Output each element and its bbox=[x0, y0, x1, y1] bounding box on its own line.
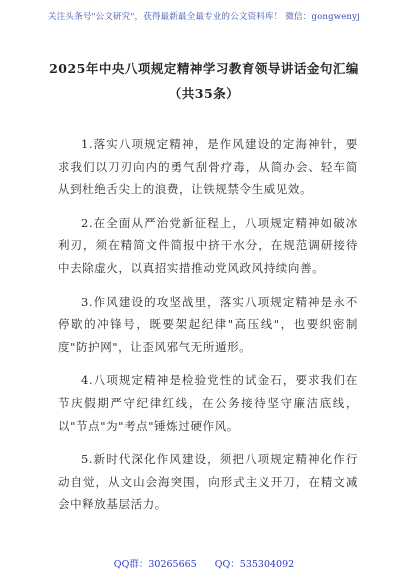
paragraph-3: 3.作风建设的攻坚战里，落实八项规定精神是永不停歇的冲锋号，既要架起纪律"高压线"，也要织密制度"防护网"，让歪风邪气无所遁形。 bbox=[58, 294, 358, 354]
document-body bbox=[58, 133, 358, 527]
paragraph-5: 5.新时代深化作风建设，须把八项规定精神化作行动自觉，从文山会海突围，向形式主义开刀，在精文减会中释放基层活力。 bbox=[58, 452, 358, 512]
header-banner: 关注头条号"公文研究"，获得最新最全最专业的公文资料库！ 微信：gongwenyj bbox=[48, 12, 360, 22]
paragraph-4: 4.八项规定精神是检验党性的试金石，要求我们在节庆假期严守纪律红线，在公务接待坚守廉洁底线，以"节点"为"考点"锤炼过硬作风。 bbox=[58, 373, 358, 433]
footer-contact bbox=[0, 556, 408, 570]
document-title: 2025年中央八项规定精神学习教育领导讲话金句汇编（共35条） bbox=[49, 61, 359, 101]
paragraph-2: 2.在全面从严治党新征程上，八项规定精神如破冰利刃，须在精简文件简报中挤干水分，在规范调研接待中去除虚火，以真招实措推动党风政风持续向善。 bbox=[58, 215, 358, 275]
paragraph-1: 1.落实八项规定精神，是作风建设的定海神针，要求我们以刀刃向内的勇气刮骨疗毒，从简办会、轻车简从到杜绝舌尖上的浪费，让铁规禁令生威见效。 bbox=[58, 137, 358, 197]
qq-group-number: QQ群：30265665 bbox=[113, 559, 197, 570]
qq-number: QQ：535304092 bbox=[214, 559, 295, 570]
